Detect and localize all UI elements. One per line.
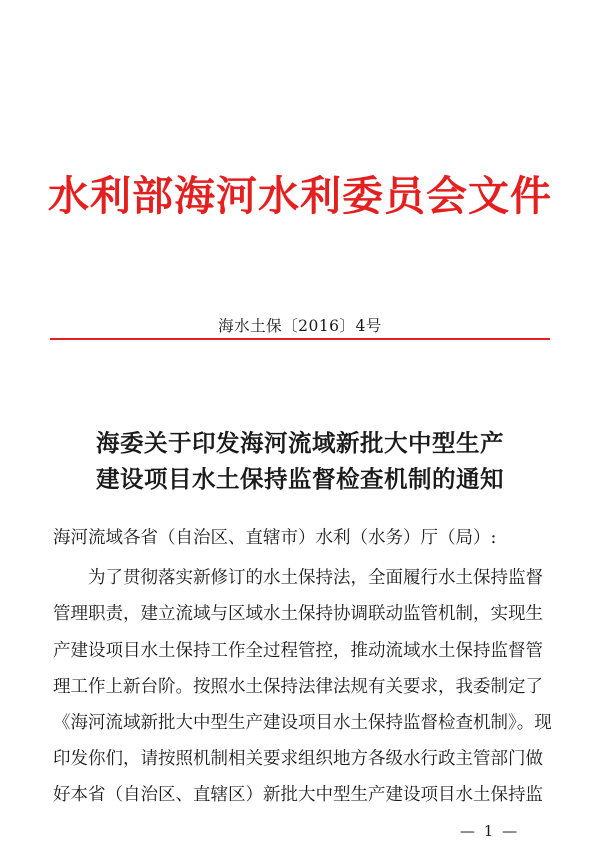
body-line: 印发你们，请按照机制相关要求组织地方各级水行政主管部门做 [53, 749, 543, 769]
letterhead-title: 水利部海河水利委员会文件 [48, 172, 552, 220]
salutation: 海河流域各省（自治区、直辖市）水利（水务）厅（局）: [53, 528, 497, 548]
body-line: 管理职责，建立流域与区域水土保持协调联动监管机制，实现生 [53, 604, 543, 624]
document-number: 海水土保〔2016〕4号 [218, 317, 382, 335]
body-line: 《海河流域新批大中型生产建设项目水土保持监督检查机制》。现 [53, 713, 552, 733]
red-divider-line [50, 338, 550, 340]
notice-title-line-1: 海委关于印发海河流域新批大中型生产 [96, 429, 504, 457]
body-line: 理工作上新台阶。按照水土保持法律法规有关要求，我委制定了 [53, 677, 543, 697]
body-line: 产建设项目水土保持工作全过程管控，推动流域水土保持监督管 [53, 641, 543, 661]
body-line: 为了贯彻落实新修订的水土保持法，全面履行水土保持监督 [88, 568, 543, 588]
notice-title-line-2: 建设项目水土保持监督检查机制的通知 [96, 465, 504, 493]
page-number: — 1 — [460, 822, 520, 840]
body-line: 好本省（自治区、直辖区）新批大中型生产建设项目水土保持监 [53, 785, 543, 805]
